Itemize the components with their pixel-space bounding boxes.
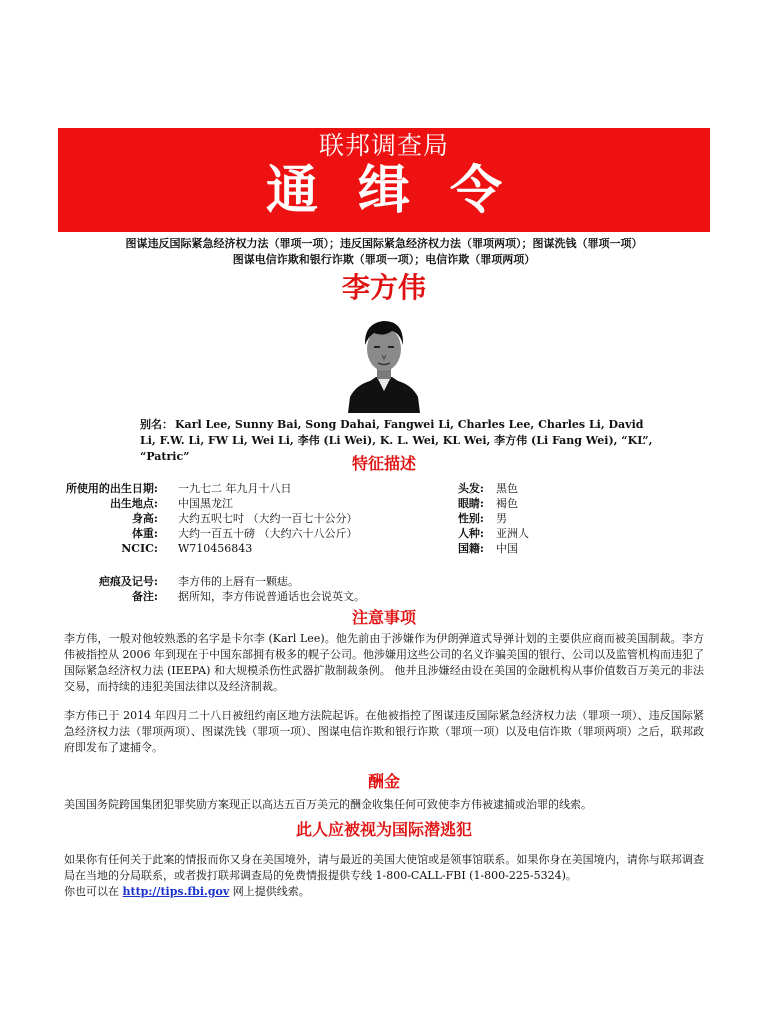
desc-label: 身高: (131, 512, 158, 525)
charges (58, 236, 710, 268)
fugitive-title: 此人应被视为国际潜逃犯 (295, 820, 472, 839)
desc-row (48, 511, 358, 526)
desc-row (440, 511, 529, 526)
desc-label: 国籍: (457, 542, 484, 555)
desc-row (440, 496, 529, 511)
desc-row (48, 496, 358, 511)
fugitive-text-2-suffix: 网上提供线索。 (232, 885, 310, 898)
desc-value: 大约五呎七吋 （大约一百七十公分） (178, 512, 358, 525)
tips-link[interactable]: http://tips.fbi.gov (122, 885, 230, 898)
desc-row (440, 541, 529, 556)
desc-label: NCIC: (121, 542, 158, 555)
desc-row (48, 541, 358, 556)
reward-title: 酬金 (367, 772, 400, 791)
description-title: 特征描述 (351, 454, 416, 473)
desc-value: 中国 (496, 542, 518, 555)
caution-paragraph-2: 李方伟已于 2014 年四月二十八日被纽约南区地方法院起诉。在他被指控了图谋违反国际紧急经济权力法（罪项一项）、违反国际紧急经济权力法（罪项两项）、图谋洗钱（罪项一项）、图谋电信诈欺和银行诈欺（罪项一项）以及电信诈欺（罪项两项）之后，联邦政府即发布了逮捕令。 (64, 709, 704, 754)
charges-line-2: 图谋电信诈欺和银行诈欺（罪项一项）；电信诈欺（罪项两项） (232, 253, 536, 266)
subject-name: 李方伟 (341, 271, 426, 304)
desc-value: 一九七二 年九月十八日 (178, 482, 292, 495)
desc-label: 备注: (131, 590, 158, 603)
wanted-banner (58, 128, 710, 232)
desc-row (440, 481, 529, 496)
desc-value: 男 (496, 512, 507, 525)
desc-row (48, 589, 365, 604)
desc-label: 体重: (131, 527, 158, 540)
description-left (48, 481, 358, 556)
fugitive-text-1: 如果你有任何关于此案的情报而你又身在美国境外，请与最近的美国大使馆或是领事馆联系。如果你身在美国境内，请你与联邦调查局在当地的分局联系，或者拨打联邦调查局的免费情报提供专线 1-800-CALL-FBI (1-800-225-5324)。 (64, 853, 704, 882)
portrait-image (346, 311, 422, 413)
desc-value: 据所知，李方伟说普通话也会说英文。 (178, 590, 365, 603)
desc-value: 亚洲人 (496, 527, 529, 540)
fugitive-text (64, 852, 704, 900)
desc-label: 疤痕及记号: (98, 575, 158, 588)
desc-label: 头发: (457, 482, 484, 495)
desc-value: 褐色 (496, 497, 518, 510)
desc-row (48, 574, 365, 589)
desc-label: 眼睛: (457, 497, 484, 510)
desc-row (48, 526, 358, 541)
desc-value: 大约一百五十磅 （大约六十八公斤） (178, 527, 358, 540)
desc-row (440, 526, 529, 541)
aliases-label: 别名： (140, 418, 173, 431)
desc-value: 李方伟的上唇有一颗痣。 (178, 575, 299, 588)
charges-line-1: 图谋违反国际紧急经济权力法（罪项一项）；违反国际紧急经济权力法（罪项两项）；图谋洗钱（罪项一项） (125, 237, 643, 250)
desc-label: 所使用的出生日期: (65, 482, 158, 495)
fugitive-text-2-prefix: 你也可以在 (64, 885, 119, 898)
reward-text: 美国国务院跨国集团犯罪奖励方案现正以高达五百万美元的酬金收集任何可致使李方伟被逮捕或治罪的线索。 (64, 798, 592, 811)
desc-row (48, 481, 358, 496)
description-right (440, 481, 529, 556)
agency-name: 联邦调查局 (318, 131, 449, 160)
desc-label: 性别: (457, 512, 484, 525)
subject-photo (346, 311, 422, 413)
caution-paragraph-1: 李方伟，一般对他较熟悉的名字是卡尔李 (Karl Lee)。他先前由于涉嫌作为伊朗弹道式导弹计划的主要供应商而被美国制裁。李方伟被指控从 2006 年到现在于中国东部拥有极多的幌子公司。他涉嫌用这些公司的名义诈骗美国的银行、公司以及监管机构而违犯了国际紧急经济权力法 (IEEPA) 和大规模杀伤性武器扩散制裁条例。 他并且涉嫌经由设在美国的金融机构从事价值数百万美元的非法交易，而持续的违犯美国法律以及经济制裁。 (64, 632, 704, 693)
aliases-text: Karl Lee, Sunny Bai, Song Dahai, Fangwei Li, Charles Lee, Charles Li, David Li, F.W. Li, FW Li, Wei Li, 李伟 (Li Wei), K. L. Wei, KL Wei, 李方伟 (Li Fang Wei), “KL”, “Patric” (140, 418, 653, 463)
desc-label: 人种: (457, 527, 484, 540)
description-extra (48, 574, 365, 604)
wanted-heading: 通缉令 (265, 160, 542, 221)
desc-label: 出生地点: (109, 497, 158, 510)
desc-value: W710456843 (178, 542, 253, 555)
desc-value: 中国黑龙江 (178, 497, 233, 510)
desc-value: 黑色 (496, 482, 518, 495)
caution-title: 注意事项 (351, 608, 416, 627)
